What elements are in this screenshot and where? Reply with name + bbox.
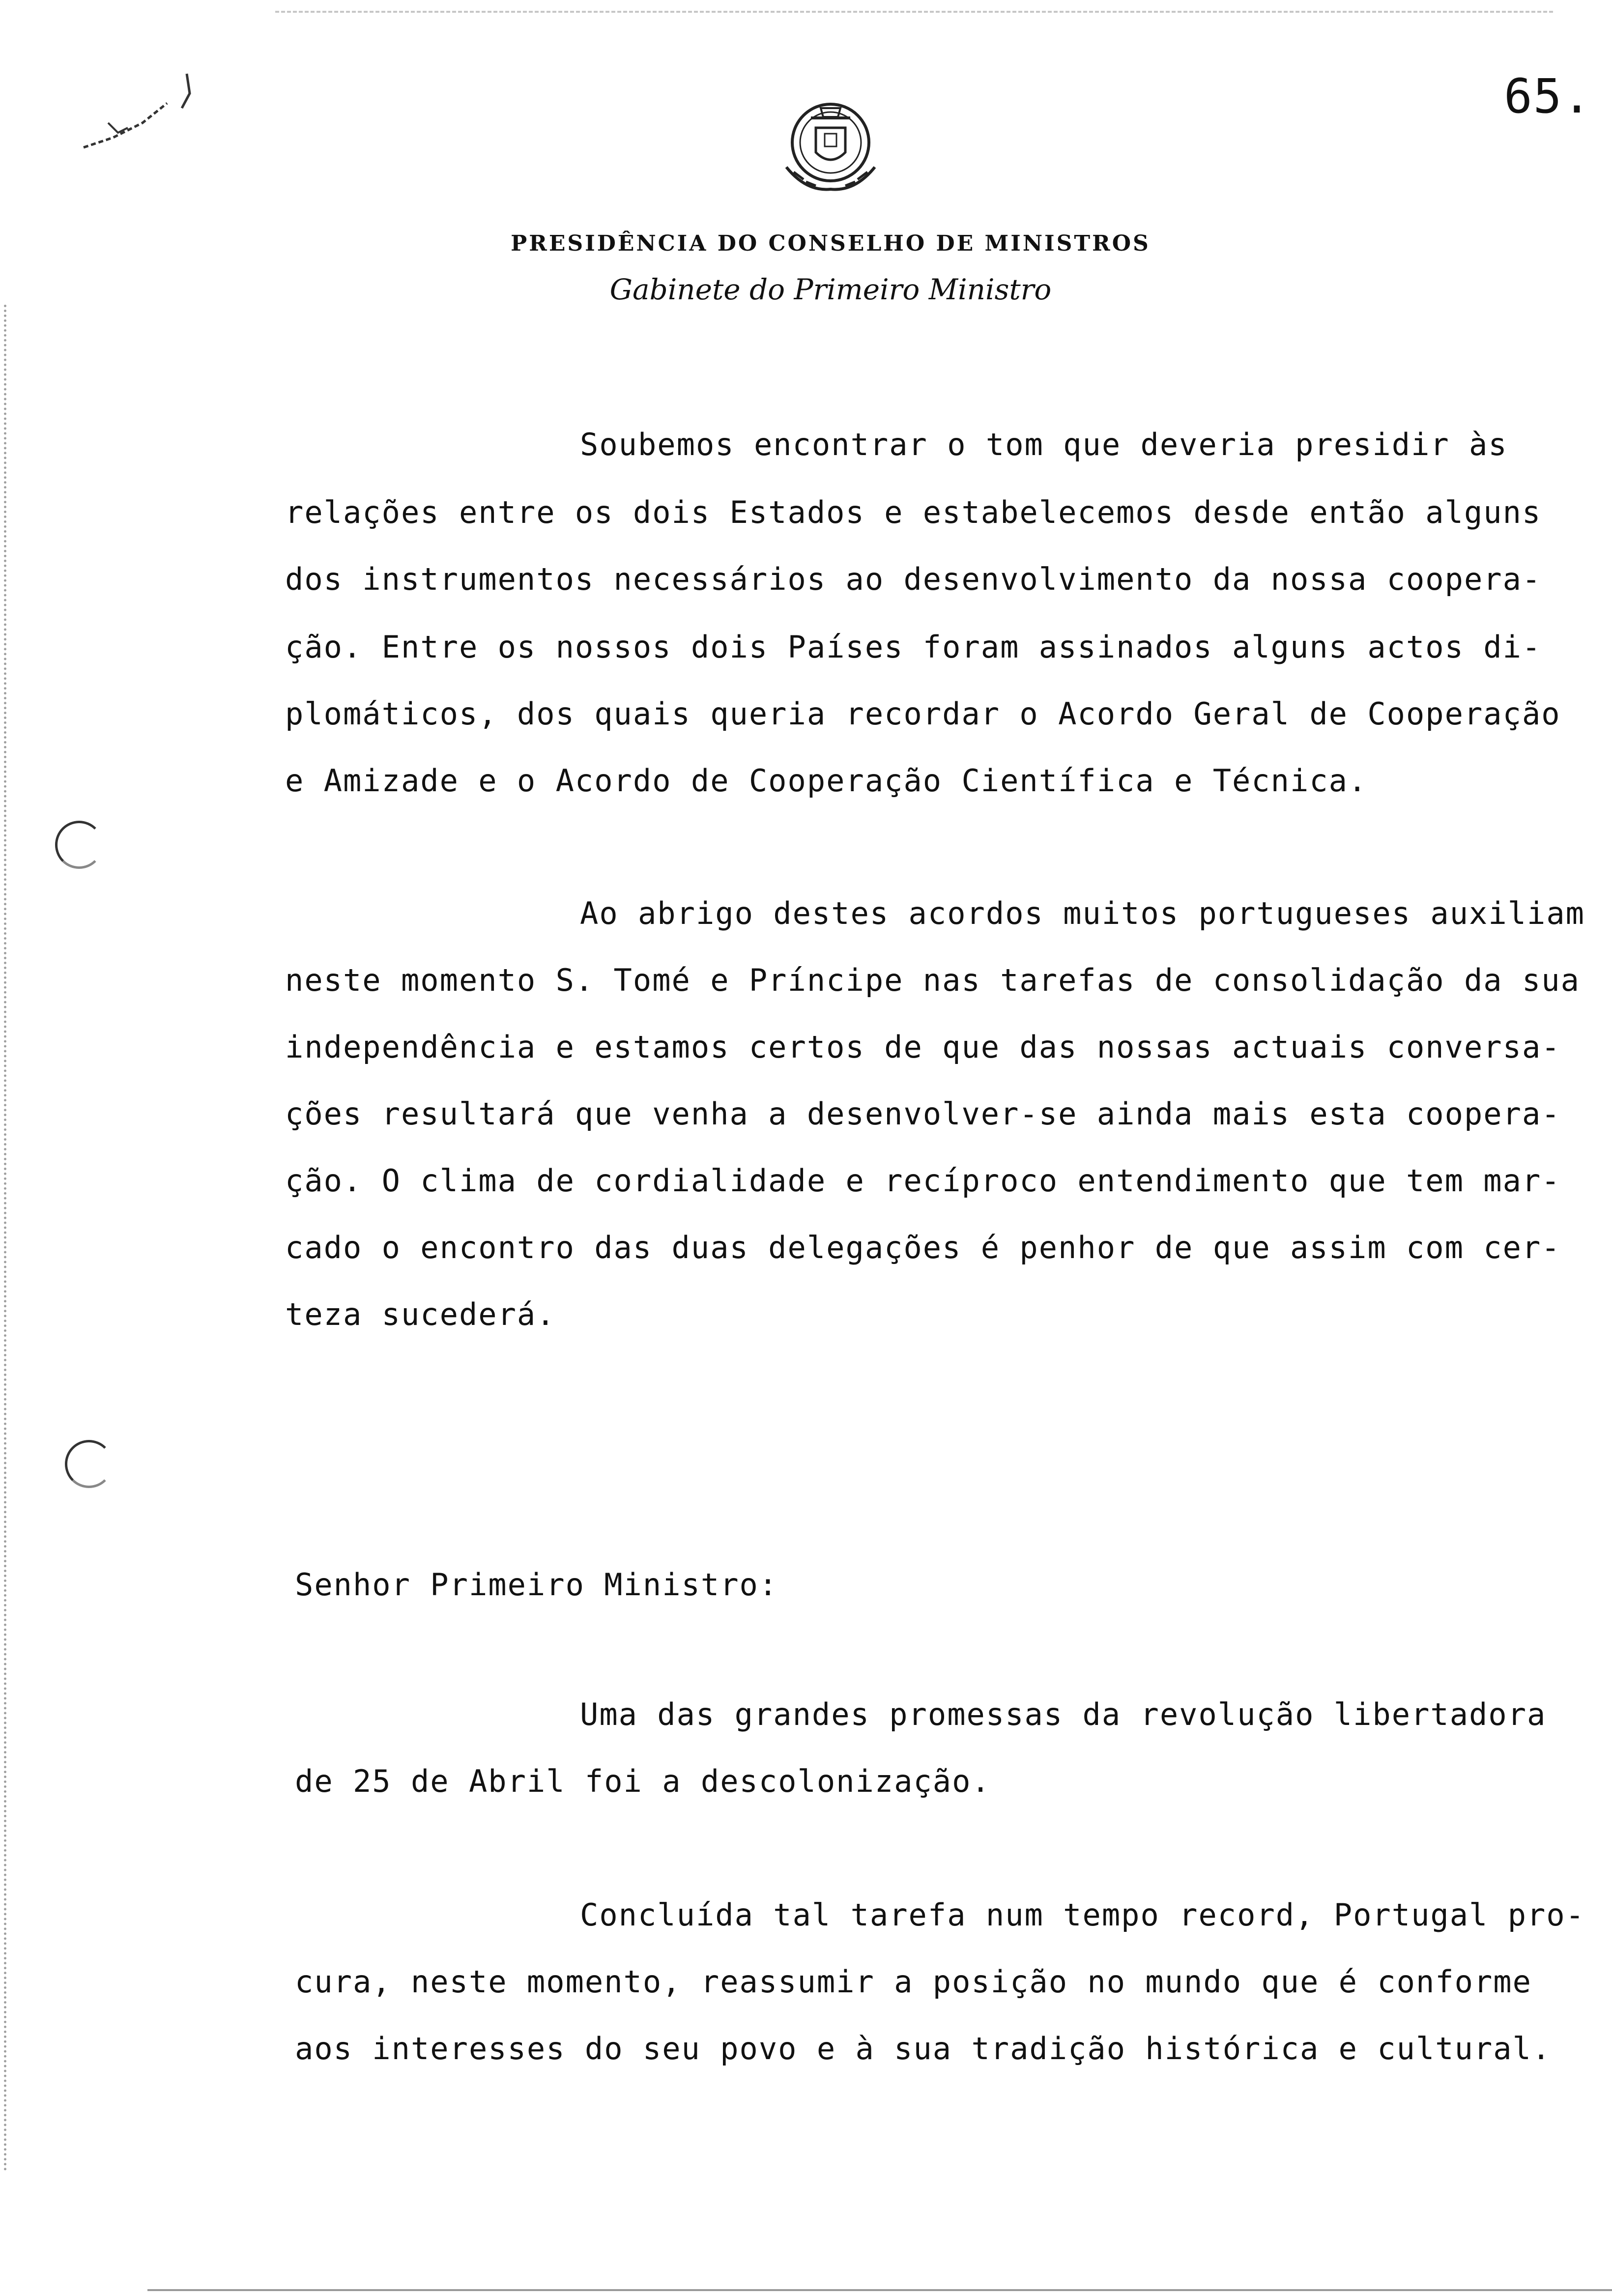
page-number: 65. — [1504, 69, 1592, 124]
paragraph-line: cado o encontro das duas delegações é penhor de que assim com cer- — [285, 1230, 1561, 1265]
salutation: Senhor Primeiro Ministro: — [295, 1567, 778, 1603]
paragraph-line: Uma das grandes promessas da revolução libertadora — [580, 1696, 1547, 1732]
paragraph-line: relações entre os dois Estados e estabelecemos desde então alguns — [285, 494, 1542, 530]
scan-edge-top — [275, 11, 1553, 13]
scan-margin-marks — [4, 305, 15, 2172]
paragraph-line: teza sucederá. — [285, 1296, 556, 1332]
scan-edge-bottom — [147, 2289, 1612, 2291]
paragraph-line: aos interesses do seu povo e à sua tradição histórica e cultural. — [295, 2031, 1552, 2066]
paragraph-line: plomáticos, dos quais queria recordar o Acordo Geral de Cooperação — [285, 696, 1561, 732]
paragraph-line: dos instrumentos necessários ao desenvolvimento da nossa coopera- — [285, 561, 1542, 597]
paragraph-line: ção. Entre os nossos dois Países foram assinados alguns actos di- — [285, 629, 1542, 665]
paragraph-line: Concluída tal tarefa num tempo record, Portugal pro- — [580, 1897, 1585, 1933]
portuguese-coat-of-arms-icon — [767, 93, 894, 206]
paragraph-line: neste momento S. Tomé e Príncipe nas tarefas de consolidação da sua — [285, 962, 1580, 998]
binder-hole-icon — [55, 821, 103, 869]
paragraph-line: ções resultará que venha a desenvolver-se ainda mais esta coopera- — [285, 1096, 1561, 1132]
paragraph-line: e Amizade e o Acordo de Cooperação Científica e Técnica. — [285, 763, 1368, 799]
institution-heading: PRESIDÊNCIA DO CONSELHO DE MINISTROS — [511, 231, 1151, 256]
paragraph-line: ção. O clima de cordialidade e recíproco entendimento que tem mar- — [285, 1163, 1561, 1199]
paragraph-line: Soubemos encontrar o tom que deveria presidir às — [580, 427, 1508, 462]
office-subheading: Gabinete do Primeiro Ministro — [609, 273, 1052, 306]
paragraph-line: independência e estamos certos de que das nossas actuais conversa- — [285, 1029, 1561, 1065]
pencil-scribble-icon — [74, 64, 221, 162]
paragraph-line: Ao abrigo destes acordos muitos portugueses auxiliam — [580, 895, 1585, 931]
binder-hole-icon — [65, 1440, 113, 1488]
paragraph-line: de 25 de Abril foi a descolonização. — [295, 1763, 991, 1799]
paragraph-line: cura, neste momento, reassumir a posição no mundo que é conforme — [295, 1964, 1532, 2000]
